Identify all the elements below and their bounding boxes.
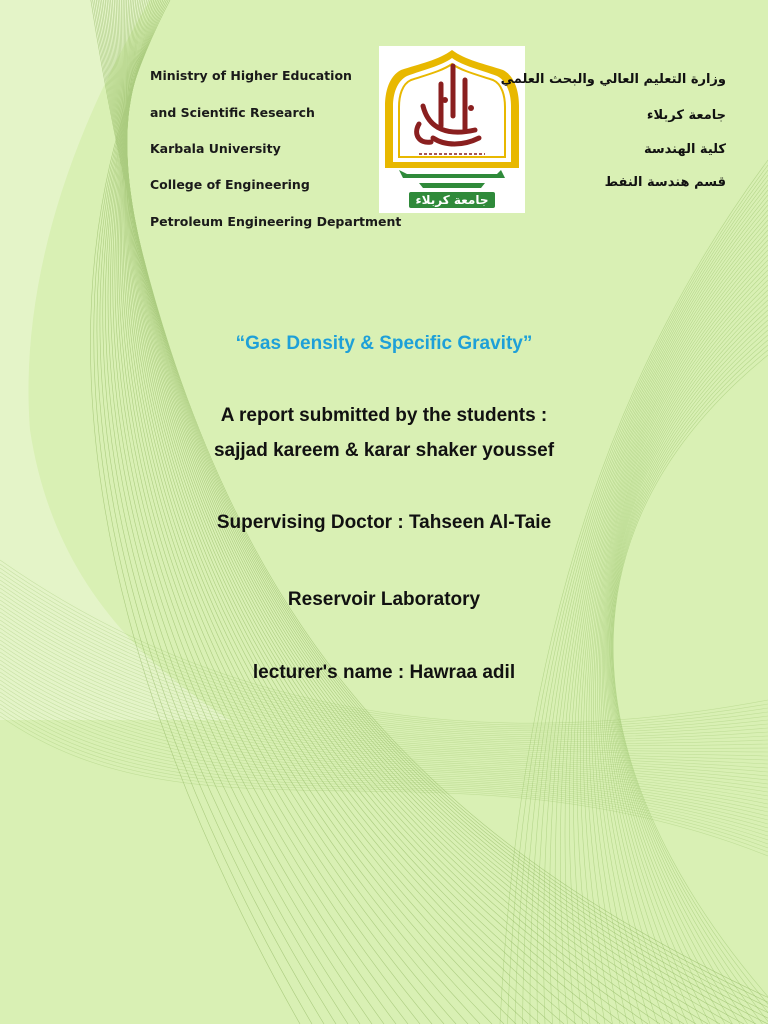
report-title: “Gas Density & Specific Gravity”: [235, 333, 533, 354]
scientific-research-line: and Scientific Research: [150, 105, 315, 120]
submitted-line-2: sajjad kareem & karar shaker youssef: [213, 440, 555, 461]
header-arabic: [500, 72, 726, 202]
submitted-line-1: A report submitted by the students :: [220, 405, 548, 426]
college-line: College of Engineering: [150, 177, 310, 192]
university-line: Karbala University: [150, 141, 281, 156]
lab-line: Reservoir Laboratory: [287, 589, 481, 610]
ministry-line: Ministry of Higher Education: [150, 68, 352, 83]
university-arabic-line: جامعة كربلاء: [646, 108, 726, 123]
department-arabic-line: قسم هندسة النفط: [604, 175, 726, 190]
ministry-arabic-line: وزارة التعليم العالي والبحث العلمي: [500, 72, 726, 87]
supervisor-line: Supervising Doctor : Tahseen Al-Taie: [216, 512, 552, 533]
department-line: Petroleum Engineering Department: [150, 214, 402, 229]
college-arabic-line: كلية الهندسة: [644, 142, 726, 157]
lecturer-line: lecturer's name : Hawraa adil: [252, 662, 516, 683]
logo-text: جامعة كربلاء: [415, 193, 489, 207]
